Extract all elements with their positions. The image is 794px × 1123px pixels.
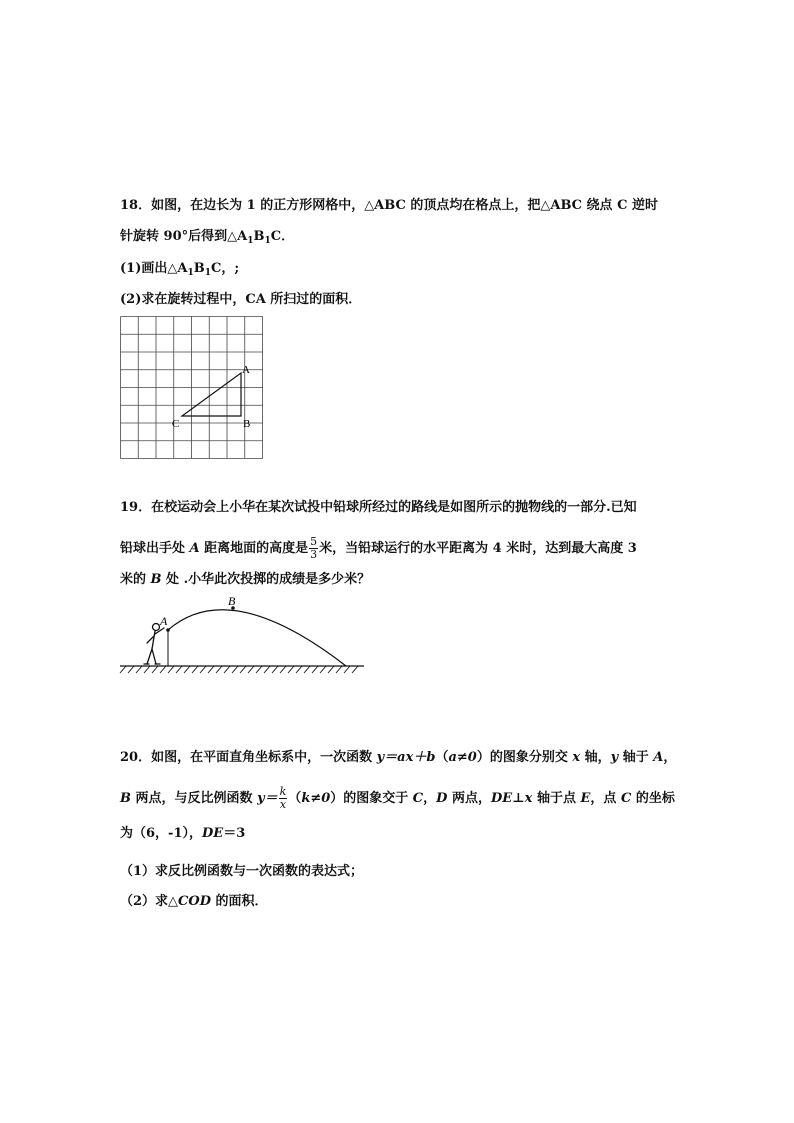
label-a: A [160,614,168,628]
q18-line2-a: 针旋转 90°后得到△A [120,229,248,244]
label-a: A [242,364,250,376]
q20-l1-e: 轴， [580,750,611,765]
q20-l2-i: 的坐标 [631,791,675,806]
q20-l2-y: y＝ [257,791,278,806]
q18-sub2: 1 [264,236,271,246]
q18-part1-b: B [193,261,205,276]
q20-line3 [120,826,245,842]
q19-point-a: A [189,541,200,556]
q19-line2-a: 铅球出手处 [120,541,190,556]
q18-part1-a: (1)画出△A [120,261,188,276]
q18-line2-b: B [253,229,265,244]
q18-part1-sub2: 1 [204,268,211,278]
q20-l2-C2: C [620,791,632,806]
q18-grid-figure [116,312,268,462]
q20-p2-a: （2）求△ [120,894,179,909]
q20-p2-cod: COD [178,894,211,909]
q20-frac-den: x [279,798,287,811]
q20-l2-c: ）的图象交于 [330,791,413,806]
q19-line2-c: 米，当铅球运行的水平距离为 4 米时，达到最大高度 3 [319,541,637,556]
q19-line3-b: 处 .小华此次投掷的成绩是多少米？ [161,572,371,587]
q19-parabola-figure [118,594,368,674]
q20-l2-f: x [524,791,533,806]
q20-l3-DE: DE [202,826,224,841]
q19-line3 [120,572,370,588]
q20-frac-num: k [279,785,287,798]
q20-l1-x: x [572,750,581,765]
q20-l2-b: （ [288,791,302,806]
ground-hatch [120,666,358,673]
point-a-dot [166,628,170,632]
q20-l1-g: 轴于 [618,750,654,765]
q20-l1-d: ）的图象分别交 [476,750,573,765]
q20-l2-D: D [436,791,448,806]
q20-l1-func: y＝ax＋b [376,750,436,765]
q20-l1-b: （ [435,750,449,765]
q20-l3-b: ＝3 [223,826,246,841]
q18-part2: (2)求在旋转过程中，CA 所扫过的面积． [120,292,362,307]
q20-l2-B: B [120,791,131,806]
q20-l2-C: C [412,791,424,806]
q18-part1-c: C，; [210,261,240,276]
q18-part1-sub1: 1 [187,268,194,278]
q20-part1: （1）求反比例函数与一次函数的表达式； [120,864,364,879]
q20-line2 [120,786,675,811]
q20-l1-A: A [653,750,664,765]
q19-line1: 19．在校运动会上小华在某次试投中铅球所经过的路线是如图所示的抛物线的一部分.已知 [120,500,637,515]
q20-l2-E: E [580,791,591,806]
q20-fraction [279,786,288,811]
q20-l1-cond: a≠0 [448,750,477,765]
q19-line2 [120,536,637,561]
thrower-figure [144,624,164,665]
q20-l2-DE: DE⊥ [490,791,525,806]
q20-l1-a: 20．如图，在平面直角坐标系中，一次函数 [120,750,377,765]
q20-l2-k: k≠0 [301,791,331,806]
q19-frac-den: 3 [310,548,318,561]
q20-l2-g: 轴于点 [532,791,581,806]
trajectory-parabola [168,610,346,666]
q18-sub1: 1 [247,236,254,246]
triangle-abc [182,373,241,416]
q20-l2-h: ，点 [590,791,621,806]
q19-fraction [309,536,318,561]
label-b: B [243,418,251,430]
label-b: B [228,594,236,608]
q20-l2-a: 两点，与反比例函数 [131,791,258,806]
label-c: C [172,418,180,430]
q20-l1-h: ， [663,750,677,765]
q19-point-b: B [150,572,162,587]
q18-part1 [120,261,239,281]
q19-line2-b: 距离地面的高度是 [199,541,309,556]
q19-frac-num: 5 [310,535,318,548]
q18-line2-c: C． [270,229,295,244]
q18-line2 [120,229,294,249]
q20-l3-a: 为（6，-1）， [120,826,202,841]
q19-line3-a: 米的 [120,572,151,587]
q20-l2-e: 两点， [447,791,491,806]
q20-line1 [120,750,676,766]
q20-part2 [120,894,268,910]
q20-p2-b: 的面积． [211,894,268,909]
q20-l2-d: ， [423,791,437,806]
q18-line1: 18．如图，在边长为 1 的正方形网格中，△ABC 的顶点均在格点上，把△ABC 绕点 C 逆时 [120,198,658,213]
q20-l1-y: y [610,750,619,765]
